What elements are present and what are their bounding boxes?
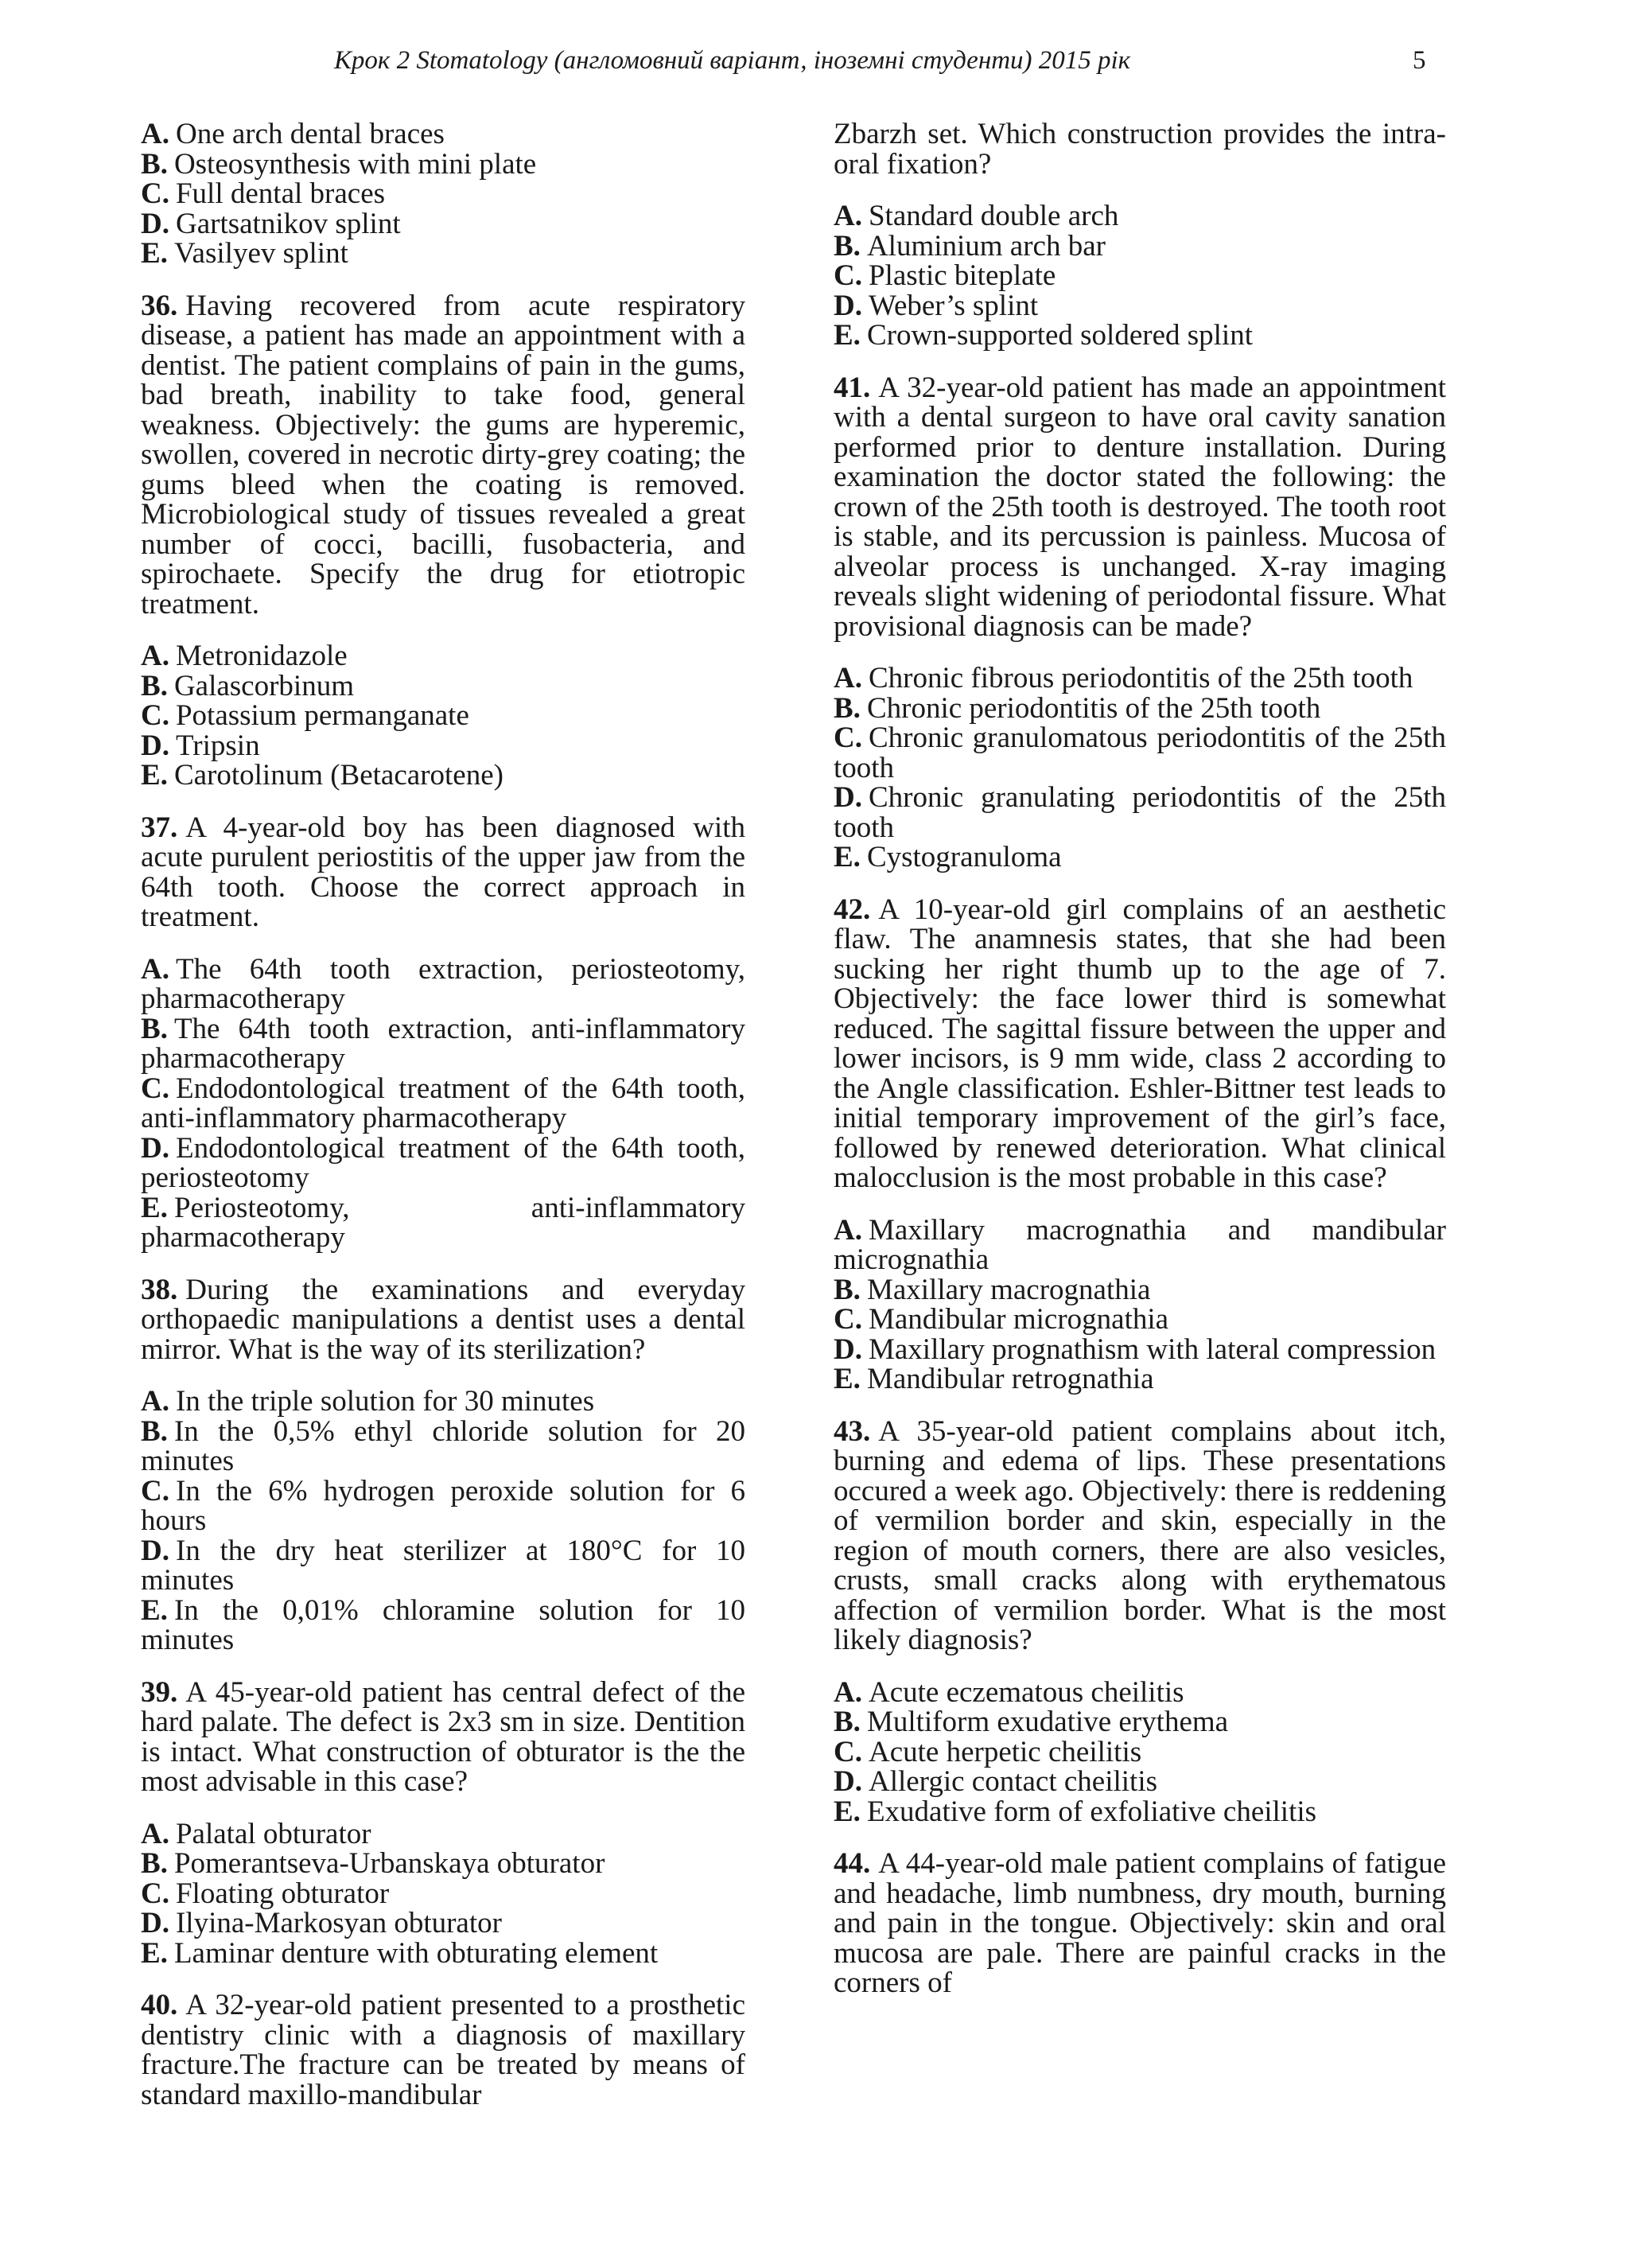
question-44: 44. A 44-year-old male patient complains of fatigue and headache, limb numbness, dry mouth, burning and pain in the tongue. Objectively: skin and oral mucosa are pale. There are painful cracks in the corners of: [834, 1847, 1446, 1999]
option-42-e: E. Mandibular retrognathia: [834, 1363, 1154, 1395]
option-39-e: E. Laminar denture with obturating element: [141, 1936, 659, 1970]
question-41: 41. A 32-year-old patient has made an appointment with a dental surgeon to have oral cavity sanation performed prior to denture installation. During examination the doctor stated the following: the crown of the 25th tooth is destroyed. The tooth root is stable, and its percussion is painless. Mucosa of alveolar process is unchanged. X-ray imaging reveals slight widening of periodontal fissure. What provisional diagnosis can be made?: [834, 371, 1446, 643]
option-42-a: A. Maxillary macrognathia and mandibular micrognathia: [834, 1213, 1446, 1276]
option-list-39: [141, 1819, 745, 1969]
option-43-a: A. Acute eczematous cheilitis: [834, 1675, 1184, 1709]
option-37-c: C. Endodontological treatment of the 64th tooth, anti-inflammatory pharmacotherapy: [141, 1072, 745, 1134]
left-column: [141, 119, 745, 2132]
option-40-a: A. Standard double arch: [834, 200, 1119, 232]
question-37: 37. A 4-year-old boy has been diagnosed with acute purulent periostitis of the upper jaw from the 64th tooth. Choose the correct approach in treatment.: [141, 811, 745, 933]
header-title: Крок 2 Stomatology (англомовний варіант, іноземні студенти) 2015 рік: [334, 46, 1131, 75]
option-37-e: E. Periosteotomy, anti-inflammatory pharmacotherapy: [141, 1191, 745, 1254]
option-42-d: D. Maxillary prognathism with lateral compression: [834, 1332, 1437, 1366]
option-41-e: E. Cystogranuloma: [834, 841, 1062, 873]
option-39-c: C. Floating obturator: [141, 1877, 390, 1910]
option-39-a: A. Palatal obturator: [141, 1817, 371, 1850]
option-41-a: A. Chronic fibrous periodontitis of the 25th tooth: [834, 662, 1413, 694]
question-38: 38. During the examinations and everyday orthopaedic manipulations a dentist uses a dental mirror. What is the way of its sterilization?: [141, 1273, 745, 1366]
question-43: 43. A 35-year-old patient complains about itch, burning and edema of lips. These presentations occured a week ago. Objectively: there is reddening of vermilion border and skin, especially in the region of mouth corners, there are also vesicles, crusts, small cracks along with erythematous affection of vermilion border. What is the most likely diagnosis?: [834, 1414, 1446, 1656]
option-43-d: D. Allergic contact cheilitis: [834, 1765, 1158, 1798]
option-41-d: D. Chronic granulating periodontitis of the 25th tooth: [834, 781, 1446, 844]
right-column: [834, 119, 1446, 2021]
option-35-d: D. Gartsatnikov splint: [141, 207, 401, 240]
option-38-d: D. In the dry heat sterilizer at 180°C for 10 minutes: [141, 1534, 745, 1597]
option-35-b: B. Osteosynthesis with mini plate: [141, 147, 537, 181]
option-35-e: E. Vasilyev splint: [141, 237, 348, 270]
option-36-b: B. Galascorbinum: [141, 669, 354, 702]
question-40-continued: Zbarzh set. Which construction provides the intra-oral fixation?: [834, 118, 1446, 181]
question-42: 42. A 10-year-old girl complains of an aesthetic flaw. The anamnesis states, that she had been sucking her right thumb up to the age of 7. Objectively: the face lower third is somewhat reduced. The sagittal fissure between the upper and lower incisors, is 9 mm wide, class 2 according to the Angle classification. Eshler-Bittner test leads to initial temporary improvement of the girl’s face, followed by renewed deterioration. What clinical malocclusion is the most probable in this case?: [834, 893, 1446, 1194]
option-list-42: [834, 1213, 1446, 1395]
option-37-d: D. Endodontological treatment of the 64th tooth, periosteotomy: [141, 1131, 745, 1194]
option-40-d: D. Weber’s splint: [834, 289, 1039, 322]
option-38-e: E. In the 0,01% chloramine solution for 10 minutes: [141, 1593, 745, 1656]
option-43-b: B. Multiform exudative erythema: [834, 1706, 1229, 1738]
option-36-d: D. Tripsin: [141, 729, 260, 762]
page-header: [0, 46, 1629, 86]
option-39-b: B. Pomerantseva-Urbanskaya obturator: [141, 1847, 605, 1880]
option-list-40: [834, 201, 1446, 351]
question-36: 36. Having recovered from acute respiratory disease, a patient has made an appointment with a dentist. The patient complains of pain in the gums, bad breath, inability to take food, general weakness. Objectively: the gums are hyperemic, swollen, covered in necrotic dirty-grey coating; the gums bleed when the coating is removed. Microbiological study of tissues revealed a great number of cocci, bacilli, fusobacteria, and spirochaete. Specify the drug for etiotropic treatment.: [141, 289, 745, 620]
option-list-37: [141, 952, 745, 1254]
option-35-c: C. Full dental braces: [141, 177, 386, 210]
option-43-e: E. Exudative form of exfoliative cheilitis: [834, 1795, 1317, 1828]
option-41-c: C. Chronic granulomatous periodontitis of the 25th tooth: [834, 722, 1446, 784]
option-list-36: [141, 641, 745, 791]
option-list-38: [141, 1387, 745, 1655]
option-41-b: B. Chronic periodontitis of the 25th tooth: [834, 691, 1321, 725]
option-42-c: C. Mandibular micrognathia: [834, 1303, 1169, 1336]
question-40: 40. A 32-year-old patient presented to a prosthetic dentistry clinic with a diagnosis of maxillary fracture.The fracture can be treated by means of standard maxillo-mandibular: [141, 1989, 745, 2111]
option-list-41: [834, 663, 1446, 873]
page-number: 5: [1413, 46, 1426, 75]
option-40-c: C. Plastic biteplate: [834, 259, 1056, 292]
question-39: 39. A 45-year-old patient has central defect of the hard palate. The defect is 2x3 sm in size. Dentition is intact. What construction of obturator is the the most advisable in this case?: [141, 1675, 745, 1798]
option-37-a: A. The 64th tooth extraction, periosteotomy, pharmacotherapy: [141, 952, 745, 1015]
option-38-a: A. In the triple solution for 30 minutes: [141, 1385, 595, 1418]
option-43-c: C. Acute herpetic cheilitis: [834, 1735, 1142, 1768]
option-42-b: B. Maxillary macrognathia: [834, 1273, 1151, 1306]
option-40-b: B. Aluminium arch bar: [834, 229, 1106, 263]
option-list-43: [834, 1675, 1446, 1828]
option-35-a: A. One arch dental braces: [141, 118, 445, 150]
option-38-b: B. In the 0,5% ethyl chloride solution for 20 minutes: [141, 1414, 745, 1477]
option-36-e: E. Carotolinum (Betacarotene): [141, 759, 503, 792]
option-36-c: C. Potassium permanganate: [141, 699, 469, 732]
option-36-a: A. Metronidazole: [141, 640, 348, 672]
option-39-d: D. Ilyina-Markosyan obturator: [141, 1907, 502, 1939]
option-40-e: E. Crown-supported soldered splint: [834, 319, 1253, 352]
option-37-b: B. The 64th tooth extraction, anti-inflammatory pharmacotherapy: [141, 1012, 745, 1075]
option-38-c: C. In the 6% hydrogen peroxide solution for 6 hours: [141, 1474, 745, 1537]
option-list-35: [141, 119, 745, 269]
